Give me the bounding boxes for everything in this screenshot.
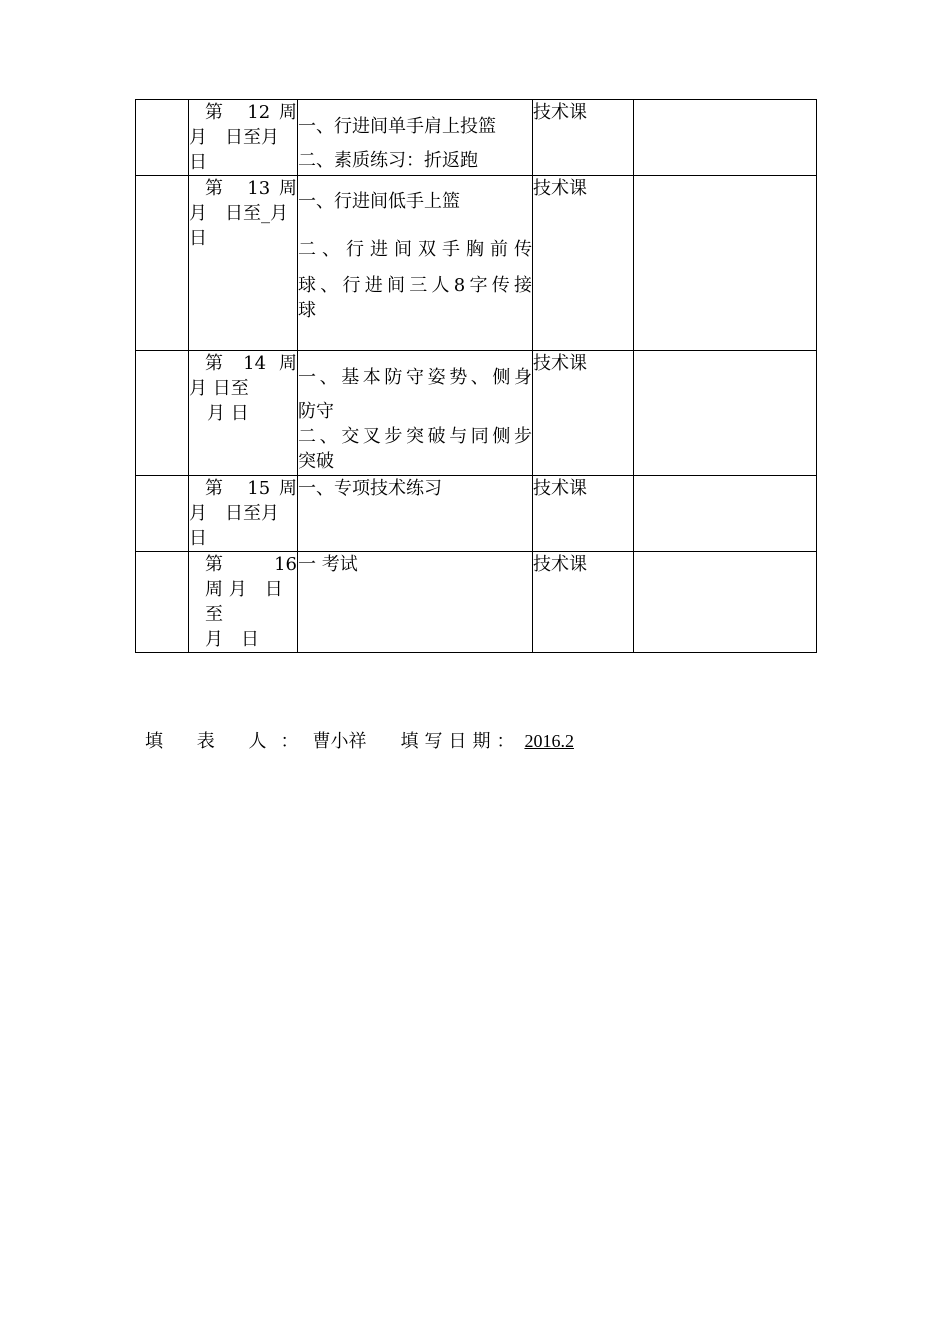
week-date-line: 日 [189,528,207,549]
content-line: 二、行进间双手胸前传 [298,239,532,260]
content-line: 一、专项技术练习 [298,478,442,499]
week-label: 第 15 周 [205,478,297,499]
week-date-line: 月 日 [205,629,259,650]
week-date-line: 周 月 日 [205,579,283,600]
date-value: 2016.2 [524,731,574,751]
content-line: 一 考试 [298,554,358,575]
course-type-cell: 技术课 [533,100,634,176]
course-type-cell: 技术课 [533,176,634,351]
notes-cell [634,476,817,552]
week-date-line: 月 日至月 [189,503,279,524]
blank-cell [136,176,189,351]
content-line: 一、行进间低手上篮 [298,191,460,212]
week-date-line: 至 [205,604,223,625]
week-label: 第 12 周 [205,102,297,123]
filler-label: 填 表 人： [145,731,313,752]
content-line: 防守 [298,401,334,422]
blank-cell [136,552,189,653]
content-line: 球 [298,300,316,321]
week-date-line: 月 日 [207,403,249,424]
filler-name: 曹小祥 [312,731,367,752]
blank-cell [136,100,189,176]
week-label: 第 14 周 [205,353,297,374]
content-line: 二、交叉步突破与同侧步 [298,426,532,447]
schedule-table [135,99,817,653]
table-row [136,100,817,176]
content-line: 一、行进间单手肩上投篮 [298,116,496,137]
form-footer [145,727,630,753]
week-cell [189,552,298,653]
content-cell [298,476,533,552]
table-row [136,552,817,653]
notes-cell [634,351,817,476]
week-date-line: 日 [189,228,207,249]
week-cell [189,476,298,552]
course-type-cell: 技术课 [533,476,634,552]
content-cell [298,176,533,351]
week-label: 第 13 周 [205,178,297,199]
week-date-line: 月 日至 [189,378,249,399]
week-cell [189,351,298,476]
week-date-line: 月 日至_月 [189,203,288,224]
table-row [136,351,817,476]
content-line: 二、素质练习：折返跑 [298,150,478,171]
blank-cell [136,351,189,476]
course-type-cell: 技术课 [533,351,634,476]
table-row [136,176,817,351]
content-cell [298,100,533,176]
week-date-line: 日 [189,152,207,173]
notes-cell [634,552,817,653]
course-type-cell: 技术课 [533,552,634,653]
blank-cell [136,476,189,552]
week-label: 第 16 [205,554,297,575]
content-cell [298,351,533,476]
week-cell [189,176,298,351]
content-line: 球、行进间三人8字传接 [298,275,532,296]
date-label: 填写日期： [400,731,521,752]
notes-cell [634,176,817,351]
table-row [136,476,817,552]
content-line: 突破 [298,451,334,472]
content-cell [298,552,533,653]
week-cell [189,100,298,176]
week-date-line: 月 日至月 [189,127,279,148]
content-line: 一、基本防守姿势、侧身 [298,367,532,388]
notes-cell [634,100,817,176]
